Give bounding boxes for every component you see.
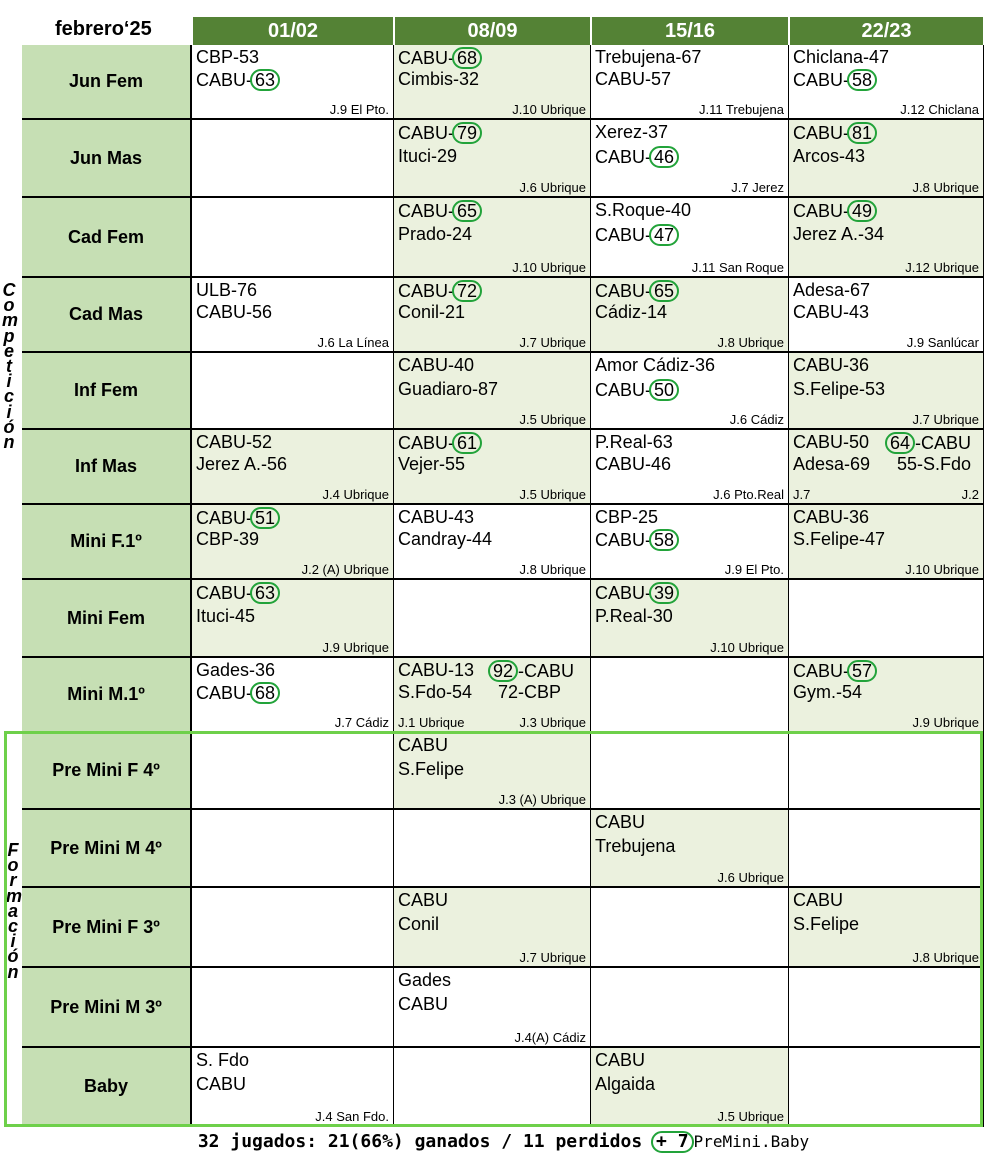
match-cell	[591, 430, 789, 505]
team-line: Prado-24	[398, 224, 473, 244]
win-score-ring: 65	[649, 280, 679, 302]
team-line: P.Real-63	[595, 432, 673, 452]
match-cell	[192, 888, 394, 968]
match-round: J.8 Ubrique	[717, 335, 784, 350]
row-label: Pre Mini F 3º	[22, 888, 192, 968]
team-line: Chiclana-47	[793, 47, 890, 67]
team-name: CABU-	[793, 123, 850, 143]
win-score-ring: 92	[488, 660, 518, 682]
team-line: CABU	[595, 812, 646, 832]
side-letter: ó	[3, 416, 15, 437]
team-name: CABU-	[793, 661, 850, 681]
team-line	[793, 122, 877, 144]
match-cell	[591, 278, 789, 353]
team-line: Ituci-29	[398, 146, 458, 166]
team-line	[887, 432, 971, 454]
match-cell	[591, 968, 789, 1048]
match-round: J.10 Ubrique	[710, 640, 784, 655]
team-line: S.Felipe-53	[793, 379, 886, 399]
team-line: Cimbis-32	[398, 69, 480, 89]
match-cell	[394, 278, 591, 353]
match-round: J.5 Ubrique	[519, 412, 586, 427]
team-line: CABU	[398, 735, 449, 755]
side-letter: o	[3, 295, 15, 316]
match-round: J.6 La Línea	[317, 335, 389, 350]
column-header-3: 15/16	[592, 17, 788, 45]
match-cell	[394, 810, 591, 888]
team-name: CABU-	[196, 508, 253, 528]
match-round: J.5 Ubrique	[717, 1109, 784, 1124]
win-score-ring: 81	[847, 122, 877, 144]
month-title: febrero‘25	[55, 18, 152, 40]
win-score-ring: 68	[250, 682, 280, 704]
match-cell	[394, 888, 591, 968]
win-score-ring: 49	[847, 200, 877, 222]
side-letter: p	[3, 325, 15, 346]
team-line: Guadiaro-87	[398, 379, 499, 399]
win-score-ring: 58	[847, 69, 877, 91]
team-line: CABU	[793, 890, 844, 910]
win-score-ring: 72	[452, 280, 482, 302]
team-line: CABU-52	[196, 432, 273, 452]
match-cell	[789, 198, 984, 278]
match-cell	[789, 733, 984, 810]
footer-extra-count: + 7	[651, 1131, 694, 1153]
row-label: Cad Mas	[22, 278, 192, 353]
team-name: -CABU	[915, 433, 972, 453]
match-round: J.4 San Fdo.	[315, 1109, 389, 1124]
team-name: CABU-	[595, 530, 652, 550]
match-round: J.7 Cádiz	[334, 715, 389, 730]
team-line	[196, 582, 280, 604]
team-line: S. Fdo	[196, 1050, 250, 1070]
team-name: CABU-	[196, 70, 253, 90]
match-round: J.6 Ubrique	[717, 870, 784, 885]
team-line	[398, 280, 482, 302]
column-header-4: 22/23	[790, 17, 983, 45]
team-line: CABU-43	[793, 302, 870, 322]
win-score-ring: 50	[649, 379, 679, 401]
team-name: CABU-	[793, 201, 850, 221]
win-score-ring: 46	[649, 146, 679, 168]
match-round: J.10 Ubrique	[512, 102, 586, 117]
match-round: J.8 Ubrique	[519, 562, 586, 577]
team-name: CABU-	[398, 123, 455, 143]
match-cell	[789, 505, 984, 580]
team-name: CABU-	[398, 201, 455, 221]
team-line: CBP-39	[196, 529, 260, 549]
match-cell	[192, 658, 394, 733]
match-round: J.2	[961, 487, 979, 502]
match-cell	[394, 120, 591, 198]
team-line: Amor Cádiz-36	[595, 355, 716, 375]
team-line: Arcos-43	[793, 146, 866, 166]
match-round: J.10 Ubrique	[512, 260, 586, 275]
row-label: Pre Mini M 4º	[22, 810, 192, 888]
match-cell	[192, 353, 394, 430]
team-line: Ituci-45	[196, 606, 256, 626]
match-round: J.1 Ubrique	[398, 715, 465, 730]
side-letter: o	[7, 855, 19, 876]
side-letter: i	[10, 931, 16, 952]
team-line: Xerez-37	[595, 122, 669, 142]
team-line: Trebujena-67	[595, 47, 702, 67]
row-label: Mini F.1º	[22, 505, 192, 580]
side-letter: n	[3, 432, 15, 453]
match-round: J.7 Ubrique	[519, 335, 586, 350]
match-cell	[591, 505, 789, 580]
win-score-ring: 64	[885, 432, 915, 454]
team-line: Gades	[398, 970, 452, 990]
match-round: J.2 (A) Ubrique	[301, 562, 389, 577]
team-line: CABU	[398, 890, 449, 910]
row-label: Pre Mini M 3º	[22, 968, 192, 1048]
team-line	[490, 660, 574, 682]
match-cell	[591, 198, 789, 278]
match-cell	[591, 1048, 789, 1127]
match-round: J.10 Ubrique	[905, 562, 979, 577]
row-label: Baby	[22, 1048, 192, 1127]
team-line: CABU	[595, 1050, 646, 1070]
side-letter: ó	[7, 946, 19, 967]
match-cell	[591, 580, 789, 658]
match-round: J.3 Ubrique	[519, 715, 586, 730]
match-round: J.5 Ubrique	[519, 487, 586, 502]
row-label: Jun Fem	[22, 45, 192, 120]
team-line: Algaida	[595, 1074, 656, 1094]
match-cell	[394, 353, 591, 430]
match-round: J.9 Ubrique	[912, 715, 979, 730]
team-line: CABU	[196, 1074, 247, 1094]
match-cell	[394, 580, 591, 658]
team-line: Cádiz-14	[595, 302, 668, 322]
team-line: Gym.-54	[793, 682, 863, 702]
side-letter: F	[7, 840, 19, 860]
match-cell	[394, 198, 591, 278]
match-cell	[591, 353, 789, 430]
team-name: CABU-	[595, 281, 652, 301]
match-cell	[394, 430, 591, 505]
match-cell	[789, 888, 984, 968]
match-cell	[789, 353, 984, 430]
match-round: J.6 Pto.Real	[713, 487, 784, 502]
team-line: Jerez A.-34	[793, 224, 885, 244]
match-cell	[192, 120, 394, 198]
column-header-2: 08/09	[395, 17, 590, 45]
match-cell	[192, 505, 394, 580]
win-score-ring: 79	[452, 122, 482, 144]
team-line: P.Real-30	[595, 606, 673, 626]
team-name: CABU-	[196, 583, 253, 603]
team-name: CABU-	[398, 48, 455, 68]
team-line: CABU-50	[793, 432, 870, 452]
match-cell	[591, 888, 789, 968]
team-line: S.Felipe	[793, 914, 860, 934]
match-round: J.6 Ubrique	[519, 180, 586, 195]
team-line	[196, 682, 280, 704]
match-cell	[192, 968, 394, 1048]
team-name: CABU-	[595, 380, 652, 400]
match-round: J.6 Cádiz	[729, 412, 784, 427]
team-line	[398, 200, 482, 222]
team-line	[196, 69, 280, 91]
win-score-ring: 47	[649, 224, 679, 246]
team-line	[398, 122, 482, 144]
match-cell	[394, 505, 591, 580]
match-cell	[394, 1048, 591, 1127]
match-round: J.7	[793, 487, 811, 502]
column-header-1: 01/02	[193, 17, 393, 45]
side-letter: m	[2, 310, 19, 331]
match-round: J.4 Ubrique	[322, 487, 389, 502]
match-cell	[394, 45, 591, 120]
team-line: S.Roque-40	[595, 200, 692, 220]
team-name: CABU-	[398, 281, 455, 301]
match-cell	[789, 580, 984, 658]
win-score-ring: 51	[250, 507, 280, 529]
team-line	[793, 69, 877, 91]
team-line: CABU-57	[595, 69, 672, 89]
match-cell	[192, 430, 394, 505]
win-score-ring: 39	[649, 582, 679, 604]
match-cell	[192, 580, 394, 658]
row-label: Cad Fem	[22, 198, 192, 278]
match-cell	[192, 198, 394, 278]
match-round: J.7 Jerez	[731, 180, 784, 195]
team-line	[595, 529, 679, 551]
match-cell	[591, 45, 789, 120]
win-score-ring: 57	[847, 660, 877, 682]
team-name: CABU-	[595, 225, 652, 245]
match-cell	[192, 810, 394, 888]
side-letter: m	[6, 885, 23, 906]
team-name: CABU-	[196, 683, 253, 703]
match-cell	[789, 430, 984, 505]
team-line	[595, 582, 679, 604]
win-score-ring: 58	[649, 529, 679, 551]
match-round: J.3 (A) Ubrique	[498, 792, 586, 807]
team-line: CABU	[398, 994, 449, 1014]
win-score-ring: 63	[250, 582, 280, 604]
match-cell	[789, 810, 984, 888]
team-line: CABU-36	[793, 507, 870, 527]
win-score-ring: 68	[452, 47, 482, 69]
match-cell	[591, 120, 789, 198]
side-letter: i	[6, 401, 12, 422]
row-label: Jun Mas	[22, 120, 192, 198]
team-name: CABU-	[398, 433, 455, 453]
team-line: Gades-36	[196, 660, 276, 680]
team-line: Trebujena	[595, 836, 676, 856]
match-cell	[192, 1048, 394, 1127]
team-line	[595, 146, 679, 168]
team-line	[595, 280, 679, 302]
team-name: CABU-	[793, 70, 850, 90]
side-letter: a	[7, 900, 18, 921]
team-line: CABU-43	[398, 507, 475, 527]
side-letter: e	[3, 340, 14, 361]
row-label: Inf Mas	[22, 430, 192, 505]
side-letter: t	[6, 356, 12, 377]
match-cell	[789, 120, 984, 198]
team-line: Candray-44	[398, 529, 493, 549]
match-cell	[591, 733, 789, 810]
team-name: CABU-	[595, 147, 652, 167]
team-line	[793, 660, 877, 682]
team-line	[398, 432, 482, 454]
side-letter: c	[7, 916, 18, 937]
side-letter: i	[6, 371, 12, 392]
win-score-ring: 63	[250, 69, 280, 91]
team-line: CABU-36	[793, 355, 870, 375]
match-round: J.11 Trebujena	[698, 102, 784, 117]
match-cell	[789, 1048, 984, 1127]
team-line: Adesa-69	[793, 454, 871, 474]
match-cell	[789, 658, 984, 733]
match-cell	[192, 45, 394, 120]
side-label-formacion	[6, 840, 23, 982]
match-cell	[789, 278, 984, 353]
match-cell	[394, 968, 591, 1048]
match-round: J.7 Ubrique	[519, 950, 586, 965]
row-label: Mini Fem	[22, 580, 192, 658]
match-cell	[192, 733, 394, 810]
team-line: CABU-56	[196, 302, 273, 322]
side-letter: n	[7, 961, 19, 982]
match-cell	[789, 968, 984, 1048]
row-label: Inf Fem	[22, 353, 192, 430]
team-line: S.Felipe-47	[793, 529, 886, 549]
match-round: J.12 Chiclana	[900, 102, 979, 117]
match-cell	[394, 658, 591, 733]
team-line: CBP-25	[595, 507, 659, 527]
match-cell	[789, 45, 984, 120]
team-line	[398, 47, 482, 69]
team-line	[196, 507, 280, 529]
match-round: J.9 Ubrique	[322, 640, 389, 655]
match-round: J.11 San Roque	[691, 260, 784, 275]
match-round: J.9 Sanlúcar	[906, 335, 979, 350]
team-name: -CABU	[518, 661, 575, 681]
match-round: J.7 Ubrique	[912, 412, 979, 427]
team-line: Conil	[398, 914, 440, 934]
row-label: Pre Mini F 4º	[22, 733, 192, 810]
team-line: Adesa-67	[793, 280, 871, 300]
team-line: Vejer-55	[398, 454, 466, 474]
team-line: CABU-40	[398, 355, 475, 375]
summary-footer: 32 jugados: 21(66%) ganados / 11 perdidos + 7 PreMini.Baby	[197, 1131, 810, 1152]
win-score-ring: 61	[452, 432, 482, 454]
side-letter: c	[3, 386, 14, 407]
team-line: Conil-21	[398, 302, 466, 322]
team-line: CABU-46	[595, 454, 672, 474]
team-line	[793, 200, 877, 222]
row-label: Mini M.1º	[22, 658, 192, 733]
match-round: J.8 Ubrique	[912, 950, 979, 965]
team-line: Jerez A.-56	[196, 454, 288, 474]
match-round: J.9 El Pto.	[329, 102, 389, 117]
team-line: ULB-76	[196, 280, 258, 300]
match-round: J.4(A) Cádiz	[514, 1030, 586, 1045]
match-cell	[192, 278, 394, 353]
match-cell	[394, 733, 591, 810]
team-line: CBP-53	[196, 47, 260, 67]
side-letter: C	[2, 280, 16, 300]
match-round: J.9 El Pto.	[724, 562, 784, 577]
win-score-ring: 65	[452, 200, 482, 222]
side-label-competicion	[2, 280, 19, 453]
team-line: 72-CBP	[498, 682, 562, 702]
team-line: CABU-13	[398, 660, 475, 680]
side-letter: r	[9, 870, 17, 891]
team-line: S.Fdo-54	[398, 682, 473, 702]
team-name: CABU-	[595, 583, 652, 603]
team-line: 55-S.Fdo	[897, 454, 972, 474]
team-line: S.Felipe	[398, 759, 465, 779]
match-round: J.12 Ubrique	[905, 260, 979, 275]
match-cell	[591, 810, 789, 888]
team-line	[595, 379, 679, 401]
team-line	[595, 224, 679, 246]
match-cell	[591, 658, 789, 733]
match-round: J.8 Ubrique	[912, 180, 979, 195]
